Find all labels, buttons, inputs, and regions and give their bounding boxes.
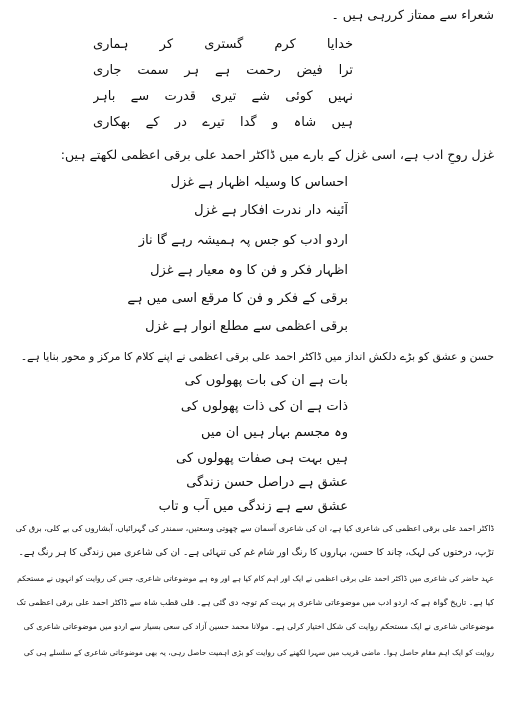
verse-line: عشق ہے دراصل حسن زندگی [186, 475, 348, 490]
verse-line: بات ہے ان کی بات پھولوں کی [184, 373, 348, 388]
verse-line: اردو ادب کو جس پہ ہمیشہ رہے گا ناز [138, 233, 348, 248]
intro-line: شعراء سے ممتاز کررہی ہیں ۔ [331, 7, 494, 22]
verse-line: عشق سے ہے زندگی میں آب و تاب [158, 499, 348, 514]
paragraph-ghazal-intro: غزل روحِ ادب ہے، اسی غزل کے بارے میں ڈاکٹر احمد علی برقی اعظمی لکھتے ہیں: [60, 147, 494, 162]
paragraph-line: تڑپ، درختوں کی لہک، چاند کا حسن، بہاروں کا رنگ اور شام غم کی تنہائی ہے۔ ان کی شاعری میں زندگی کا ہر رنگ ہے۔ [18, 547, 494, 558]
verse-line: ہیں شاہ و گدا تیرے در کے بھکاری [93, 115, 353, 130]
verse-line: نہیں کوئی شے تیری قدرت سے باہر [93, 89, 353, 104]
verse-line: خدایا کرم گستری کر ہماری [93, 37, 353, 52]
paragraph-line: موضوعاتی شاعری نے ایک مستحکم روایت کی شکل اختیار کرلی ہے۔ مولانا محمد حسین آزاد کی سعی بسیار سے اردو میں موضوعاتی شاعری کی [23, 622, 494, 631]
verse-line: آئینہ دار ندرت افکار ہے غزل [194, 203, 348, 218]
paragraph-line: ڈاکٹر احمد علی برقی اعظمی کی شاعری کیا ہے، ان کی شاعری آسمان سے چھوتی وسعتیں، سمندر کی گہرائیاں، آبشاروں کی بے کلی، برق کی [15, 524, 494, 533]
verse-line: ترا فیض رحمت ہے ہر سمت جاری [93, 63, 353, 78]
verse-line: ہیں بہت ہی صفات پھولوں کی [176, 451, 348, 466]
verse-line: ذات ہے ان کی ذات پھولوں کی [180, 399, 348, 414]
verse-line: برقی اعظمی سے مطلع انوار ہے غزل [145, 319, 348, 334]
paragraph-line: عہد حاضر کی شاعری میں ڈاکٹر احمد علی برقی اعظمی نے ایک اور اہم کام کیا ہے اور وہ ہے موضوعاتی شاعری، جس کی روایت کو انہوں نے مستحکم [17, 574, 494, 583]
verse-line: اظہار فکر و فن کا وہ معیار ہے غزل [150, 263, 348, 278]
paragraph-husn-ishq: حسن و عشق کو بڑے دلکش انداز میں ڈاکٹر احمد علی برقی اعظمی نے اپنے کلام کا مرکز و محور بنایا ہے۔ [20, 350, 494, 363]
verse-line: برقی کے فکر و فن کا مرقع اسی میں ہے [127, 291, 348, 306]
paragraph-line: روایت کو ایک اہم مقام حاصل ہوا۔ ماضی قریب میں سہرا لکھنے کی روایت کو بڑی اہمیت حاصل رہی، یہ بھی موضوعاتی شاعری کے سلسلے ہی کی [23, 648, 494, 657]
verse-line: احساس کا وسیلہ اظہار ہے غزل [170, 175, 348, 190]
paragraph-line: کیا ہے۔ تاریخ گواہ ہے کہ اردو ادب میں موضوعاتی شاعری پر بہت کم توجہ دی گئی ہے۔ قلی قطب شاہ سے ڈاکٹر احمد علی برقی اعظمی تک [16, 598, 494, 607]
verse-line: وہ مجسم بہار ہیں ان میں [200, 425, 348, 440]
